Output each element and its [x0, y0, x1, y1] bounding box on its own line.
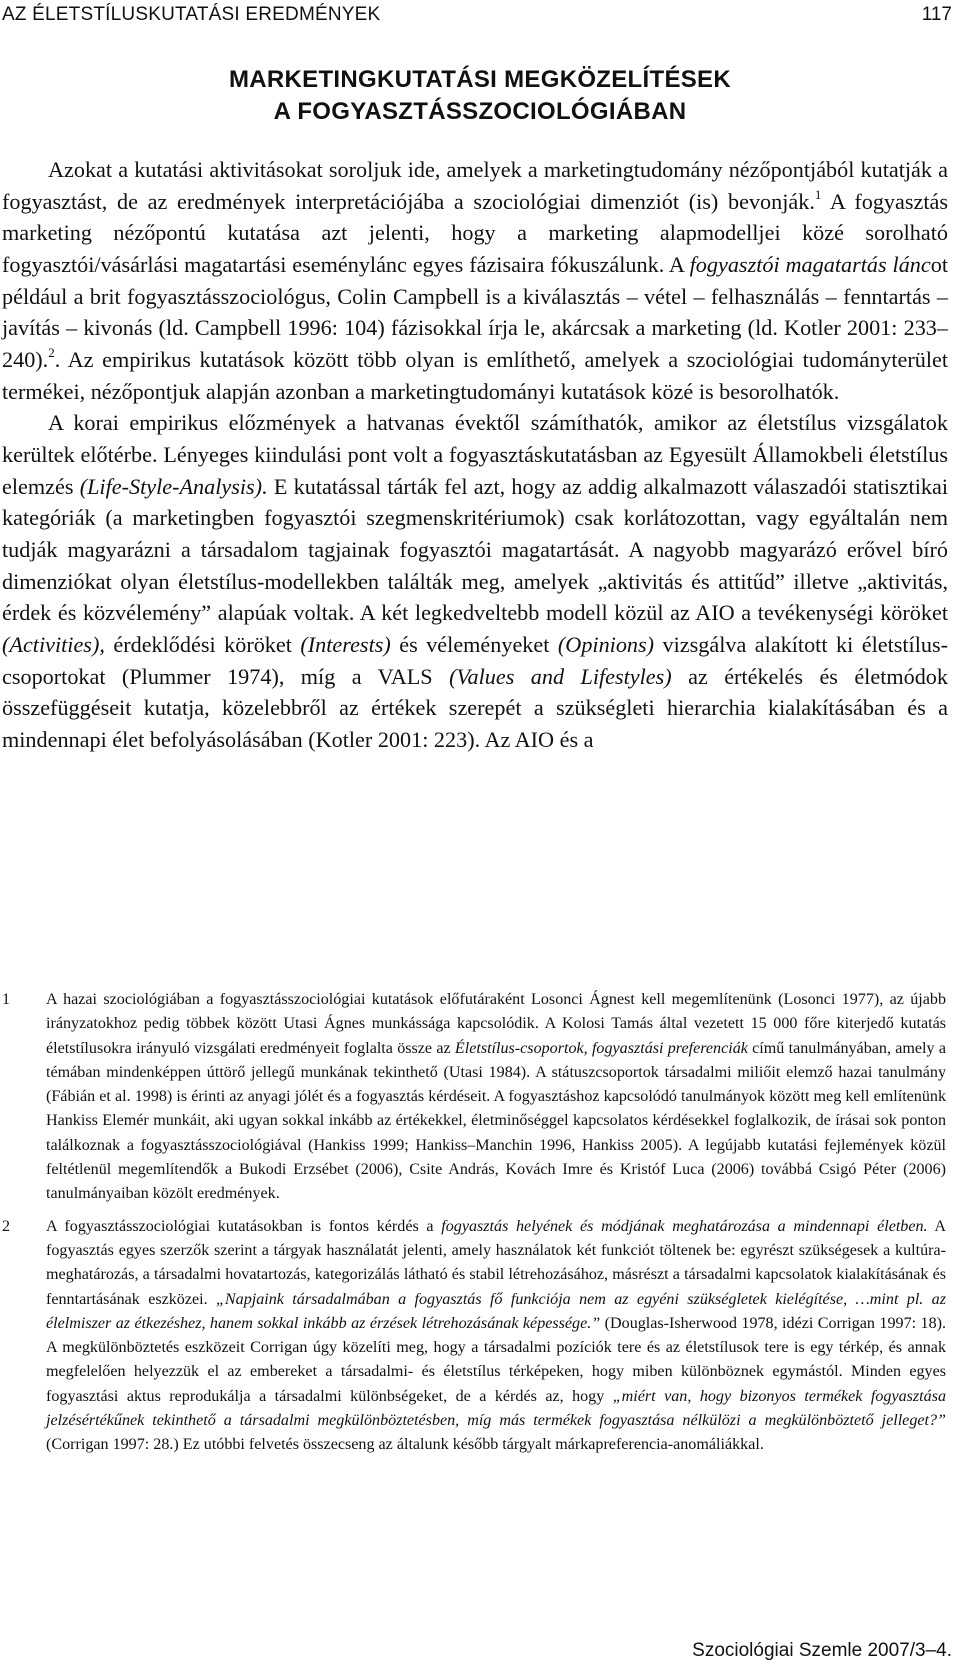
- paragraph-2-text-3: érdeklődési köröket: [104, 631, 301, 657]
- paragraph-2: [2, 407, 948, 755]
- footnote-1-italic-1: Életstílus-csoportok, fogyasztási preferenciák: [454, 1039, 748, 1057]
- paragraph-1: [2, 154, 948, 407]
- footnote-ref-2[interactable]: 2: [48, 344, 55, 360]
- footnotes: [0, 988, 960, 1458]
- footnote-ref-1[interactable]: 1: [814, 186, 822, 202]
- paragraph-2-italic-3: (Interests): [300, 631, 391, 657]
- paragraph-1-text-3: ot például a brit fogyasztásszociológus, Colin Campbell is a kiválasztás – vétel – felhasználás – fenntartás – javítás – kivonás (ld. Campbell 1996: 104) fázisokkal írja le, akárcsak a marketing (ld. Kotler 2001: 233–240).: [2, 251, 949, 372]
- footnote-1-text-2: című tanulmányában, amely a témában mindenképpen úttörő jellegű munkának tekinthető (Utasi 1984). A státuszcsoportok társadalmi miliőit elemző hazai tanulmány (Fábián et al. 1998) is érinti az anyagi jólét és a fogyasztás kérdéseit. A fogyasztáshoz kapcsolódó tanulmányok között meg kell említenünk Hankiss Elemér munkáit, aki ugyan sokkal inkább az értékekkel, életminőséggel kapcsolatos kérdésekkel foglalkozik, de írásai sok ponton találkoznak a fogyasztásszociológiával (Hankiss 1999; Hankiss–Manchin 1996, Hankiss 2005). A legújabb kutatási fejlemények közül feltétlenül megemlítendők a Bukodi Erzsébet (2006), Csite András, Kovách Imre és Kristóf Luca (2006) továbbá Csigó Péter (2006) tanulmányaiban közölt eredmények.: [46, 1039, 946, 1203]
- footnote-1: [0, 988, 946, 1207]
- footnote-2-number: 2: [2, 1217, 11, 1235]
- paragraph-2-italic-5: (Values and Lifestyles): [449, 663, 672, 689]
- section-title-line-1: MARKETINGKUTATÁSI MEGKÖZELÍTÉSEK: [228, 66, 732, 93]
- footnote-2-italic-2: „Napjaink társadalmában a fogyasztás fő funkciója nem az egyéni szükségletek kielégítése, …mint pl. az élelmiszer az étkezéshez, hanem sokkal inkább az érzések létrehozásának képessége.”: [46, 1290, 946, 1332]
- footnote-2-text-3: (Douglas-Isherwood 1978, idézi Corrigan 1997: 18). A megkülönböztetés eszközeit Corrigan úgy közelíti meg, hogy a társadalmi pozíciók tere és az életstílusok tere is egy térkép, és annak megfelelően helyezzük el az embereket a társadalmi- és életstílus térképeken, hogy miben különböznek egymástól. Minden egyes fogyasztási aktus reprodukálja a társadalmi különbségeket, de a kérdés az, hogy: [46, 1314, 946, 1405]
- journal-footer: Szociológiai Szemle 2007/3–4.: [692, 1640, 952, 1661]
- paragraph-1-italic-term: fogyasztói magatartás lánc: [689, 251, 931, 277]
- page-number: 117: [921, 4, 952, 25]
- paragraph-2-text-5: vizsgálva alakított ki életstílus-csoportokat (Plummer 1974), míg a VALS: [2, 631, 948, 689]
- paragraph-2-text-6: az értékelés és életmódok összefüggéseit kutatja, közelebbről az értékek szerepét a szükségleti hierarchia kialakításában és a mindennapi élet befolyásolásában (Kotler 2001: 223). Az AIO és a: [2, 663, 948, 752]
- section-title: [0, 64, 960, 128]
- footnote-2: [0, 1215, 946, 1458]
- footnote-1-text-1: A hazai szociológiában a fogyasztásszociológiai kutatások előfutáraként Losonci Ágnest kell megemlítenünk (Losonci 1977), az újabb irányzatokhoz pedig többek között Utasi Ágnes munkássága kapcsolódik. A Kolosi Tamás által vezetett 15 000 főre kiterjedő kutatás életstílusokra irányuló vizsgálati eredményeit foglalta össze az: [46, 991, 946, 1057]
- running-title: AZ ÉLETSTÍLUSKUTATÁSI EREDMÉNYEK: [2, 4, 381, 25]
- footnote-2-text-2: A fogyasztás egyes szerzők szerint a tárgyak használatát jelenti, amely használatok két funkciót töltenek be: egyrészt szükségesek a kultúra-meghatározás, a társadalmi hovatartozás, kategorizálás látható és stabil létrehozásához, másrészt a társadalmi kapcsolatok kialakításának és fenntartásának eszközei.: [46, 1217, 946, 1308]
- paragraph-2-italic-2: (Activities),: [2, 631, 105, 657]
- paragraph-2-text-4: és véleményeket: [390, 631, 558, 657]
- footnote-2-italic-3: „miért van, hogy bizonyos termékek fogyasztása jelzésértékűnek tekinthető a társadalmi megkülönböztetésben, míg más termékek fogyasztása nélkülözi a megkülönböztető jelleget?”: [46, 1387, 947, 1430]
- paragraph-2-italic-1: (Life-Style-Analysis).: [79, 473, 268, 499]
- paragraph-1-text-4: . Az empirikus kutatások között több olyan is említhető, amelyek a szociológiai tudományterület termékei, nézőpontjuk alapján azonban a marketingtudományi kutatások közé is besorolhatók.: [2, 346, 948, 404]
- paragraph-2-italic-4: (Opinions): [557, 631, 655, 657]
- paragraph-2-text-2: E kutatással tárták fel azt, hogy az addig alkalmazott válaszadói statisztikai kategóriák (a marketingben fogyasztói szegmenskritériumok) csak korlátozottan, vagy egyáltalán nem tudják magyarázni a társadalom tagjainak fogyasztói magatartását. A nagyobb magyarázó erővel bíró dimenziókat olyan életstílus-modellekben találták meg, amelyek „aktivitás és attitűd” illetve „aktivitás, érdek és közvélemény” alapúak voltak. A két legkedveltebb modell közül az AIO a tevékenységi köröket: [2, 473, 948, 626]
- section-title-line-2: A FOGYASZTÁSSZOCIOLÓGIÁBAN: [273, 98, 687, 125]
- footnote-1-number: 1: [2, 991, 11, 1008]
- paragraph-2-text-1: A korai empirikus előzmények a hatvanas évektől számíthatók, amikor az életstílus vizsgálatok kerültek előtérbe. Lényeges kiindulási pont volt a fogyasztáskutatásban az Egyesült Államokbeli életstílus elemzés: [2, 410, 948, 499]
- footnote-2-text-1: A fogyasztásszociológiai kutatásokban is fontos kérdés a: [46, 1217, 442, 1235]
- running-header: [0, 2, 960, 28]
- body-text: [2, 154, 948, 755]
- paragraph-1-text-1: Azokat a kutatási aktivitásokat soroljuk ide, amelyek a marketingtudomány nézőpontjából kutatják a fogyasztást, de az eredmények interpretációjába a szociológiai dimenziót (is) bevonják.: [2, 157, 948, 214]
- paragraph-1-text-2: A fogyasztás marketing nézőpontú kutatása azt jelenti, hogy a marketing alapmodelljei közé sorolható fogyasztói/vásárlási magatartási eseménylánc egyes fázisaira fókuszálunk. A: [2, 188, 948, 277]
- footnote-2-italic-1: fogyasztás helyének és módjának meghatározása a mindennapi életben.: [441, 1217, 928, 1235]
- footnote-2-text-4: (Corrigan 1997: 28.) Ez utóbbi felvetés összecseng az általunk később tárgyalt márkapreferencia-anomáliákkal.: [46, 1436, 764, 1454]
